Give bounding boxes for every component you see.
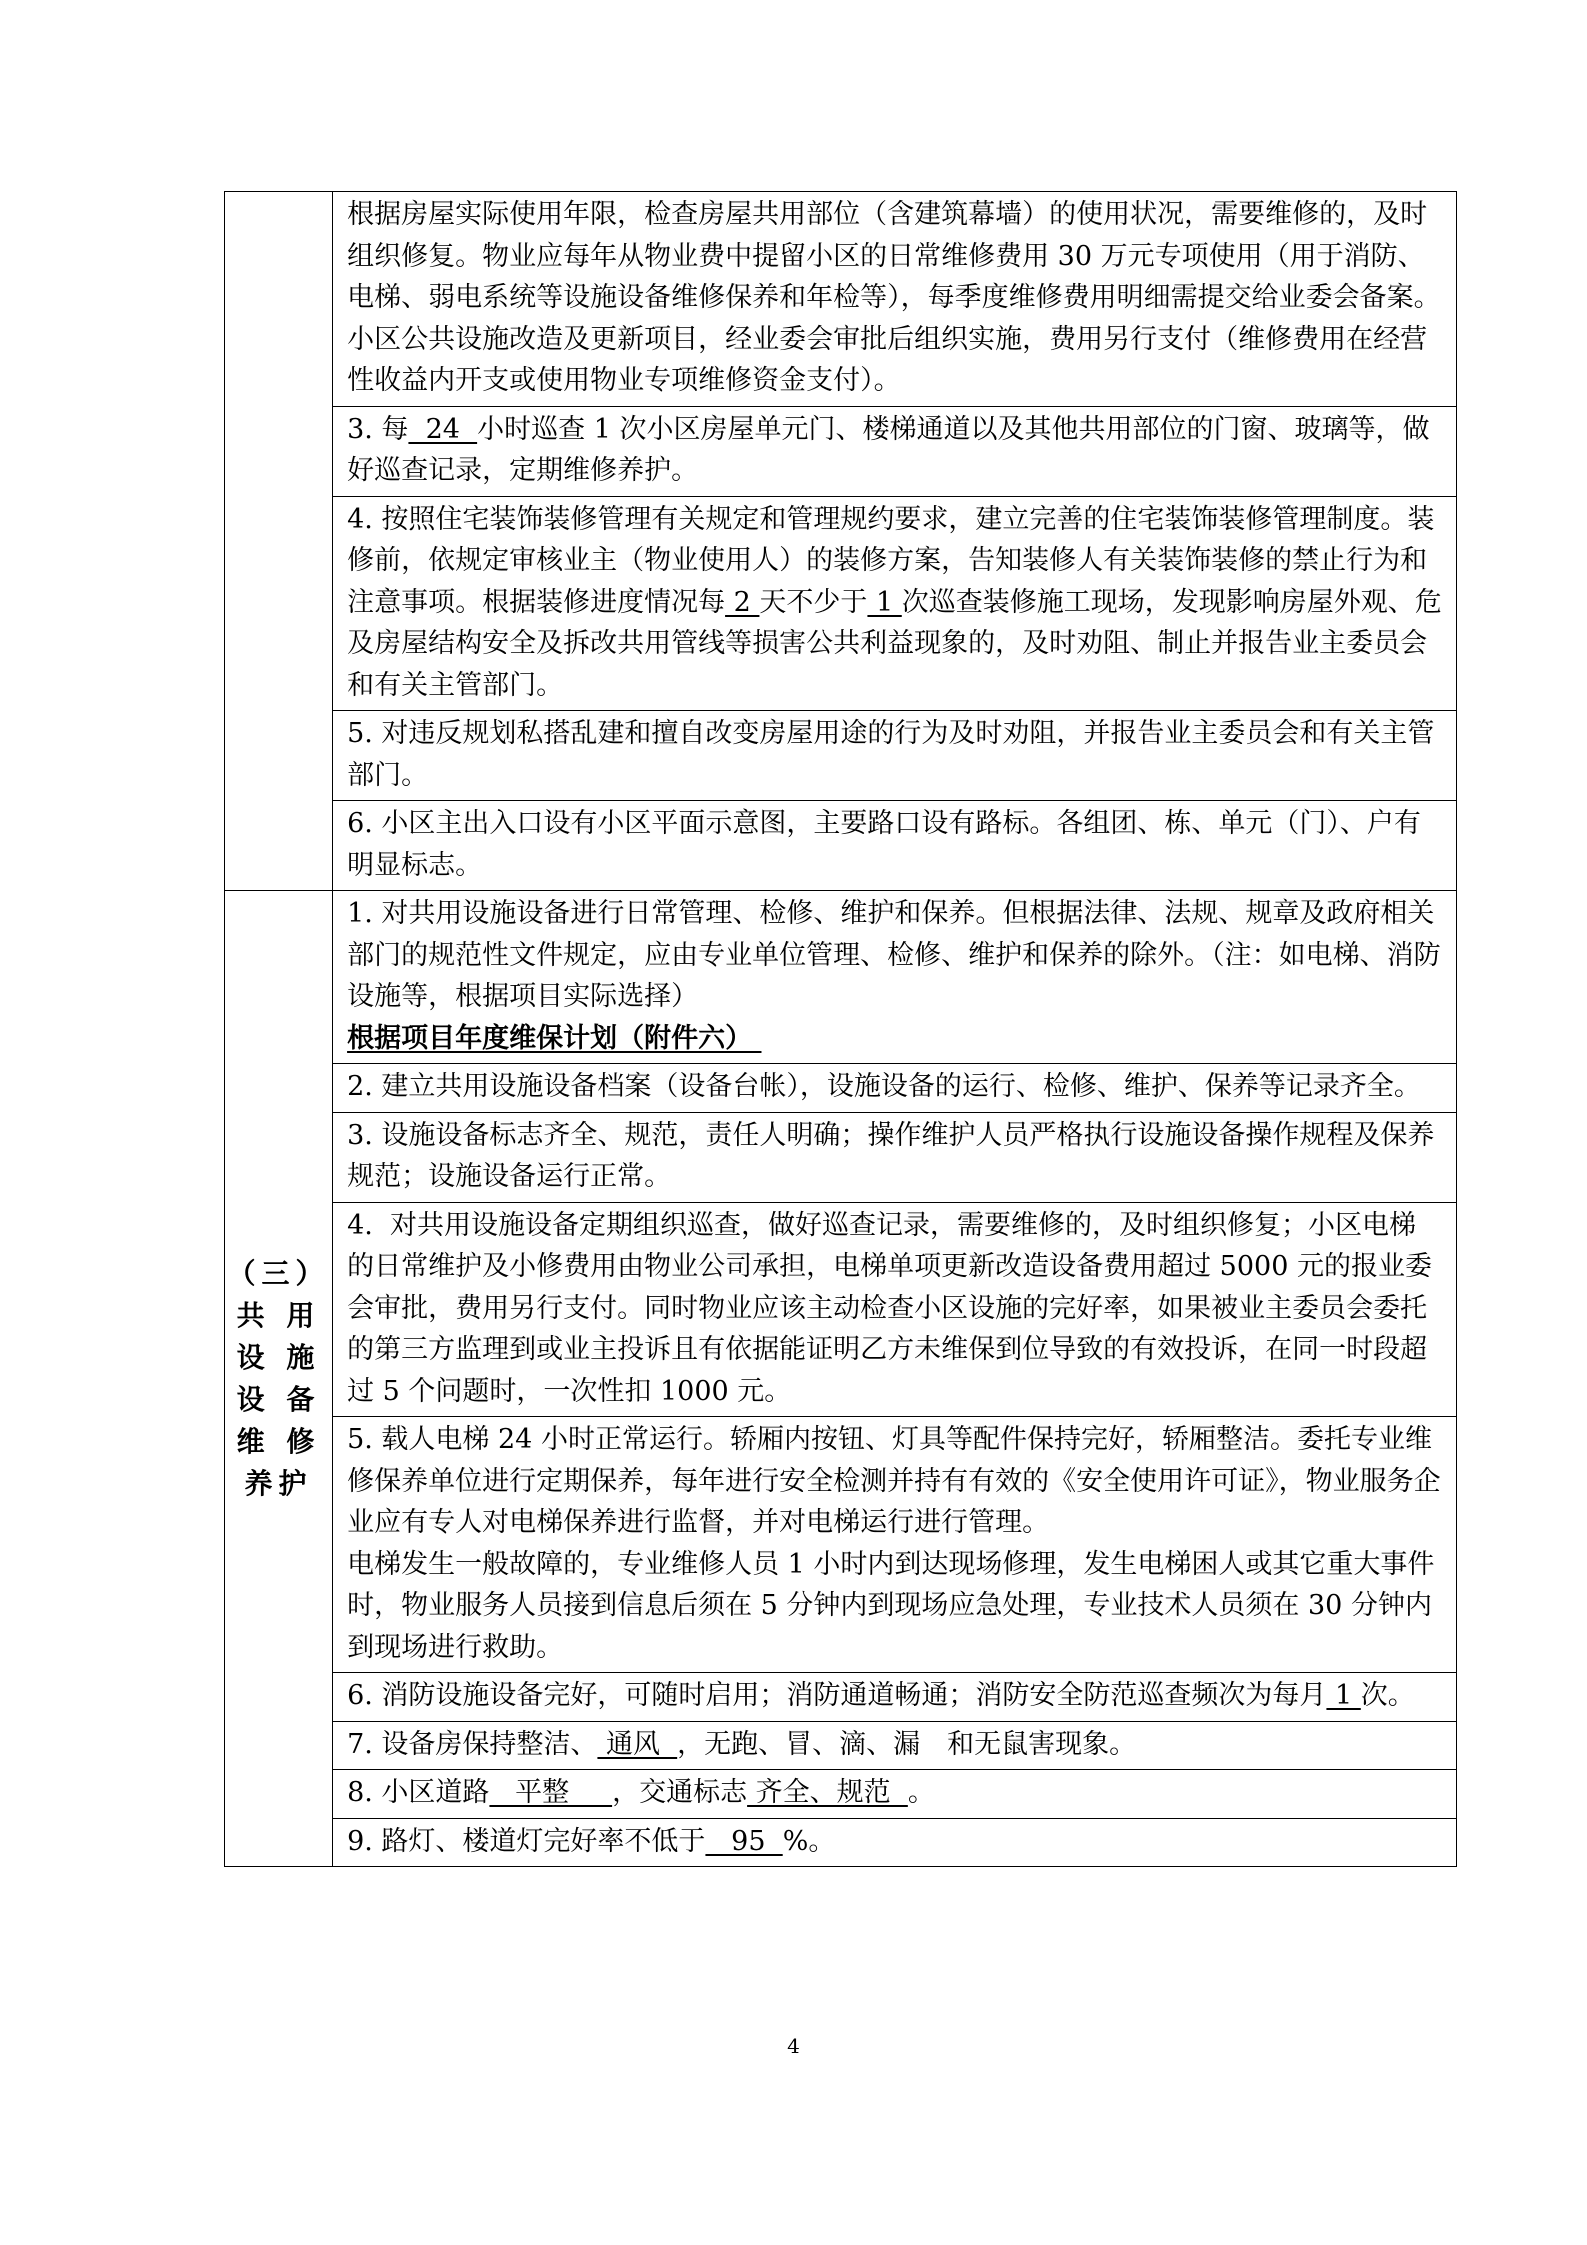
table-row — [225, 406, 1457, 496]
table-cell — [333, 801, 1457, 891]
text: 8. 小区道路 — [347, 1777, 490, 1808]
table-cell — [333, 711, 1457, 801]
filled-value: 通风 — [597, 1728, 678, 1760]
text: ，交通标志 — [612, 1777, 748, 1808]
table-cell — [333, 1673, 1457, 1722]
text: 4. 按照住宅装饰装修管理有关规定和管理规约要求，建立完善的住宅装饰装修管理制度。装修前，依规定审核业主（物业使用人）的装修方案，告知装修人有关装饰装修的禁止行为和注意事项。根据装修进度情况每 — [347, 503, 1435, 618]
paragraph: 4. 对共用设施设备定期组织巡查，做好巡查记录，需要维修的，及时组织修复；小区电梯的日常维护及小修费用由物业公司承担，电梯单项更新改造设备费用超过 5000 元的报业委会审批，费用另行支付。同时物业应该主动检查小区设施的完好率，如果被业主委员会委托的第三方监理到或业主投诉且有依据能证明乙方未维保到位导致的有效投诉，在同一时段超过 5 个问题时，一次性扣 1000 元。 — [347, 1209, 1432, 1407]
table-row — [225, 192, 1457, 407]
paragraph: 电梯发生一般故障的，专业维修人员 1 小时内到达现场修理，发生电梯困人或其它重大事件时，物业服务人员接到信息后须在 5 分钟内到现场应急处理，专业技术人员须在 30 分钟内到现场进行救助。 — [347, 1548, 1435, 1663]
empty-label-cell — [225, 192, 333, 891]
paragraph: 5. 载人电梯 24 小时正常运行。轿厢内按钮、灯具等配件保持完好，轿厢整洁。委托专业维修保养单位进行定期保养，每年进行安全检测并持有有效的《安全使用许可证》，物业服务企业应有专人对电梯保养进行监督，并对电梯运行进行管理。 — [347, 1424, 1441, 1538]
text: 小时巡查 1 次小区房屋单元门、楼梯通道以及其他共用部位的门窗、玻璃等，做好巡查记录，定期维修养护。 — [347, 413, 1430, 486]
table-cell — [333, 1818, 1457, 1867]
table-cell — [333, 1202, 1457, 1417]
paragraph: 1. 对共用设施设备进行日常管理、检修、维护和保养。但根据法律、法规、规章及政府相关部门的规范性文件规定，应由专业单位管理、检修、维护和保养的除外。（注：如电梯、消防设施等，根据项目实际选择） — [347, 898, 1441, 1012]
table-cell — [333, 406, 1457, 496]
table-row — [225, 1202, 1457, 1417]
table-row — [225, 711, 1457, 801]
text: 9. 路灯、楼道灯完好率不低于 — [347, 1825, 706, 1857]
filled-value: 齐全、规范 — [747, 1777, 908, 1808]
table-row — [225, 801, 1457, 891]
section-label-line: 共 用 — [236, 1298, 321, 1332]
paragraph: 根据房屋实际使用年限，检查房屋共用部位（含建筑幕墙）的使用状况，需要维修的，及时组织修复。物业应每年从物业费中提留小区的日常维修费用 30 万元专项使用（用于消防、电梯、弱电系统等设施设备维修保养和年检等），每季度维修费用明细需提交给业委会备案。 — [347, 199, 1441, 313]
table-cell — [333, 1417, 1457, 1673]
section-label-line: 维 修 — [236, 1424, 321, 1458]
section-label-line: 养护 — [244, 1466, 313, 1500]
table-cell — [333, 1064, 1457, 1113]
annual-maintenance-plan-note: 根据项目年度维保计划（附件六） — [347, 1022, 762, 1054]
text: ，无跑、冒、滴、漏 和无鼠害现象。 — [677, 1728, 1137, 1760]
table-cell — [333, 192, 1457, 407]
table-row — [225, 1770, 1457, 1819]
paragraph: 小区公共设施改造及更新项目，经业委会审批后组织实施，费用另行支付（维修费用在经营性收益内开支或使用物业专项维修资金支付）。 — [347, 323, 1428, 396]
filled-value: 2 — [725, 586, 760, 618]
table-cell — [333, 496, 1457, 711]
section-label-line: （三） — [227, 1256, 330, 1290]
table-row — [225, 1673, 1457, 1722]
table-row — [225, 1112, 1457, 1202]
paragraph: 5. 对违反规划私搭乱建和擅自改变房屋用途的行为及时劝阻，并报告业主委员会和有关主管部门。 — [347, 718, 1435, 791]
services-table — [224, 191, 1457, 1867]
text: 3. 每 — [347, 413, 409, 445]
page-number: 4 — [787, 2034, 800, 2058]
section-label-line: 设 备 — [236, 1382, 321, 1416]
table-row — [225, 1064, 1457, 1113]
text: %。 — [782, 1825, 836, 1857]
paragraph: 2. 建立共用设施设备档案（设备台帐），设施设备的运行、检修、维护、保养等记录齐全。 — [347, 1071, 1421, 1102]
filled-value: 1 — [867, 586, 902, 618]
paragraph: 6. 小区主出入口设有小区平面示意图，主要路口设有路标。各组团、栋、单元（门）、户有明显标志。 — [347, 808, 1421, 881]
text: 6. 消防设施设备完好，可随时启用；消防通道畅通；消防安全防范巡查频次为每月 — [347, 1680, 1327, 1711]
table-cell — [333, 891, 1457, 1064]
table-cell — [333, 1770, 1457, 1819]
filled-value: 1 — [1326, 1680, 1361, 1711]
filled-value: 95 — [705, 1825, 783, 1857]
table-cell — [333, 1112, 1457, 1202]
table-cell — [333, 1721, 1457, 1770]
filled-value: 平整 — [489, 1777, 613, 1808]
table-row — [225, 891, 1457, 1064]
filled-value: 24 — [408, 413, 478, 445]
table-row — [225, 1721, 1457, 1770]
table-row — [225, 1417, 1457, 1673]
text: 7. 设备房保持整洁、 — [347, 1728, 598, 1760]
section-label-line: 设 施 — [236, 1340, 321, 1374]
text: 次巡查装修施工现场，发现影响房屋外观、危及房屋结构安全及拆改共用管线等损害公共利益现象的，及时劝阻、制止并报告业主委员会和有关主管部门。 — [347, 586, 1442, 701]
section-label-shared-facilities — [225, 891, 333, 1867]
table-row — [225, 496, 1457, 711]
table-row — [225, 1818, 1457, 1867]
text: 。 — [907, 1777, 935, 1808]
paragraph: 3. 设施设备标志齐全、规范，责任人明确；操作维护人员严格执行设施设备操作规程及保养规范；设施设备运行正常。 — [347, 1119, 1435, 1192]
text: 天不少于 — [759, 586, 868, 618]
text: 次。 — [1360, 1680, 1415, 1711]
